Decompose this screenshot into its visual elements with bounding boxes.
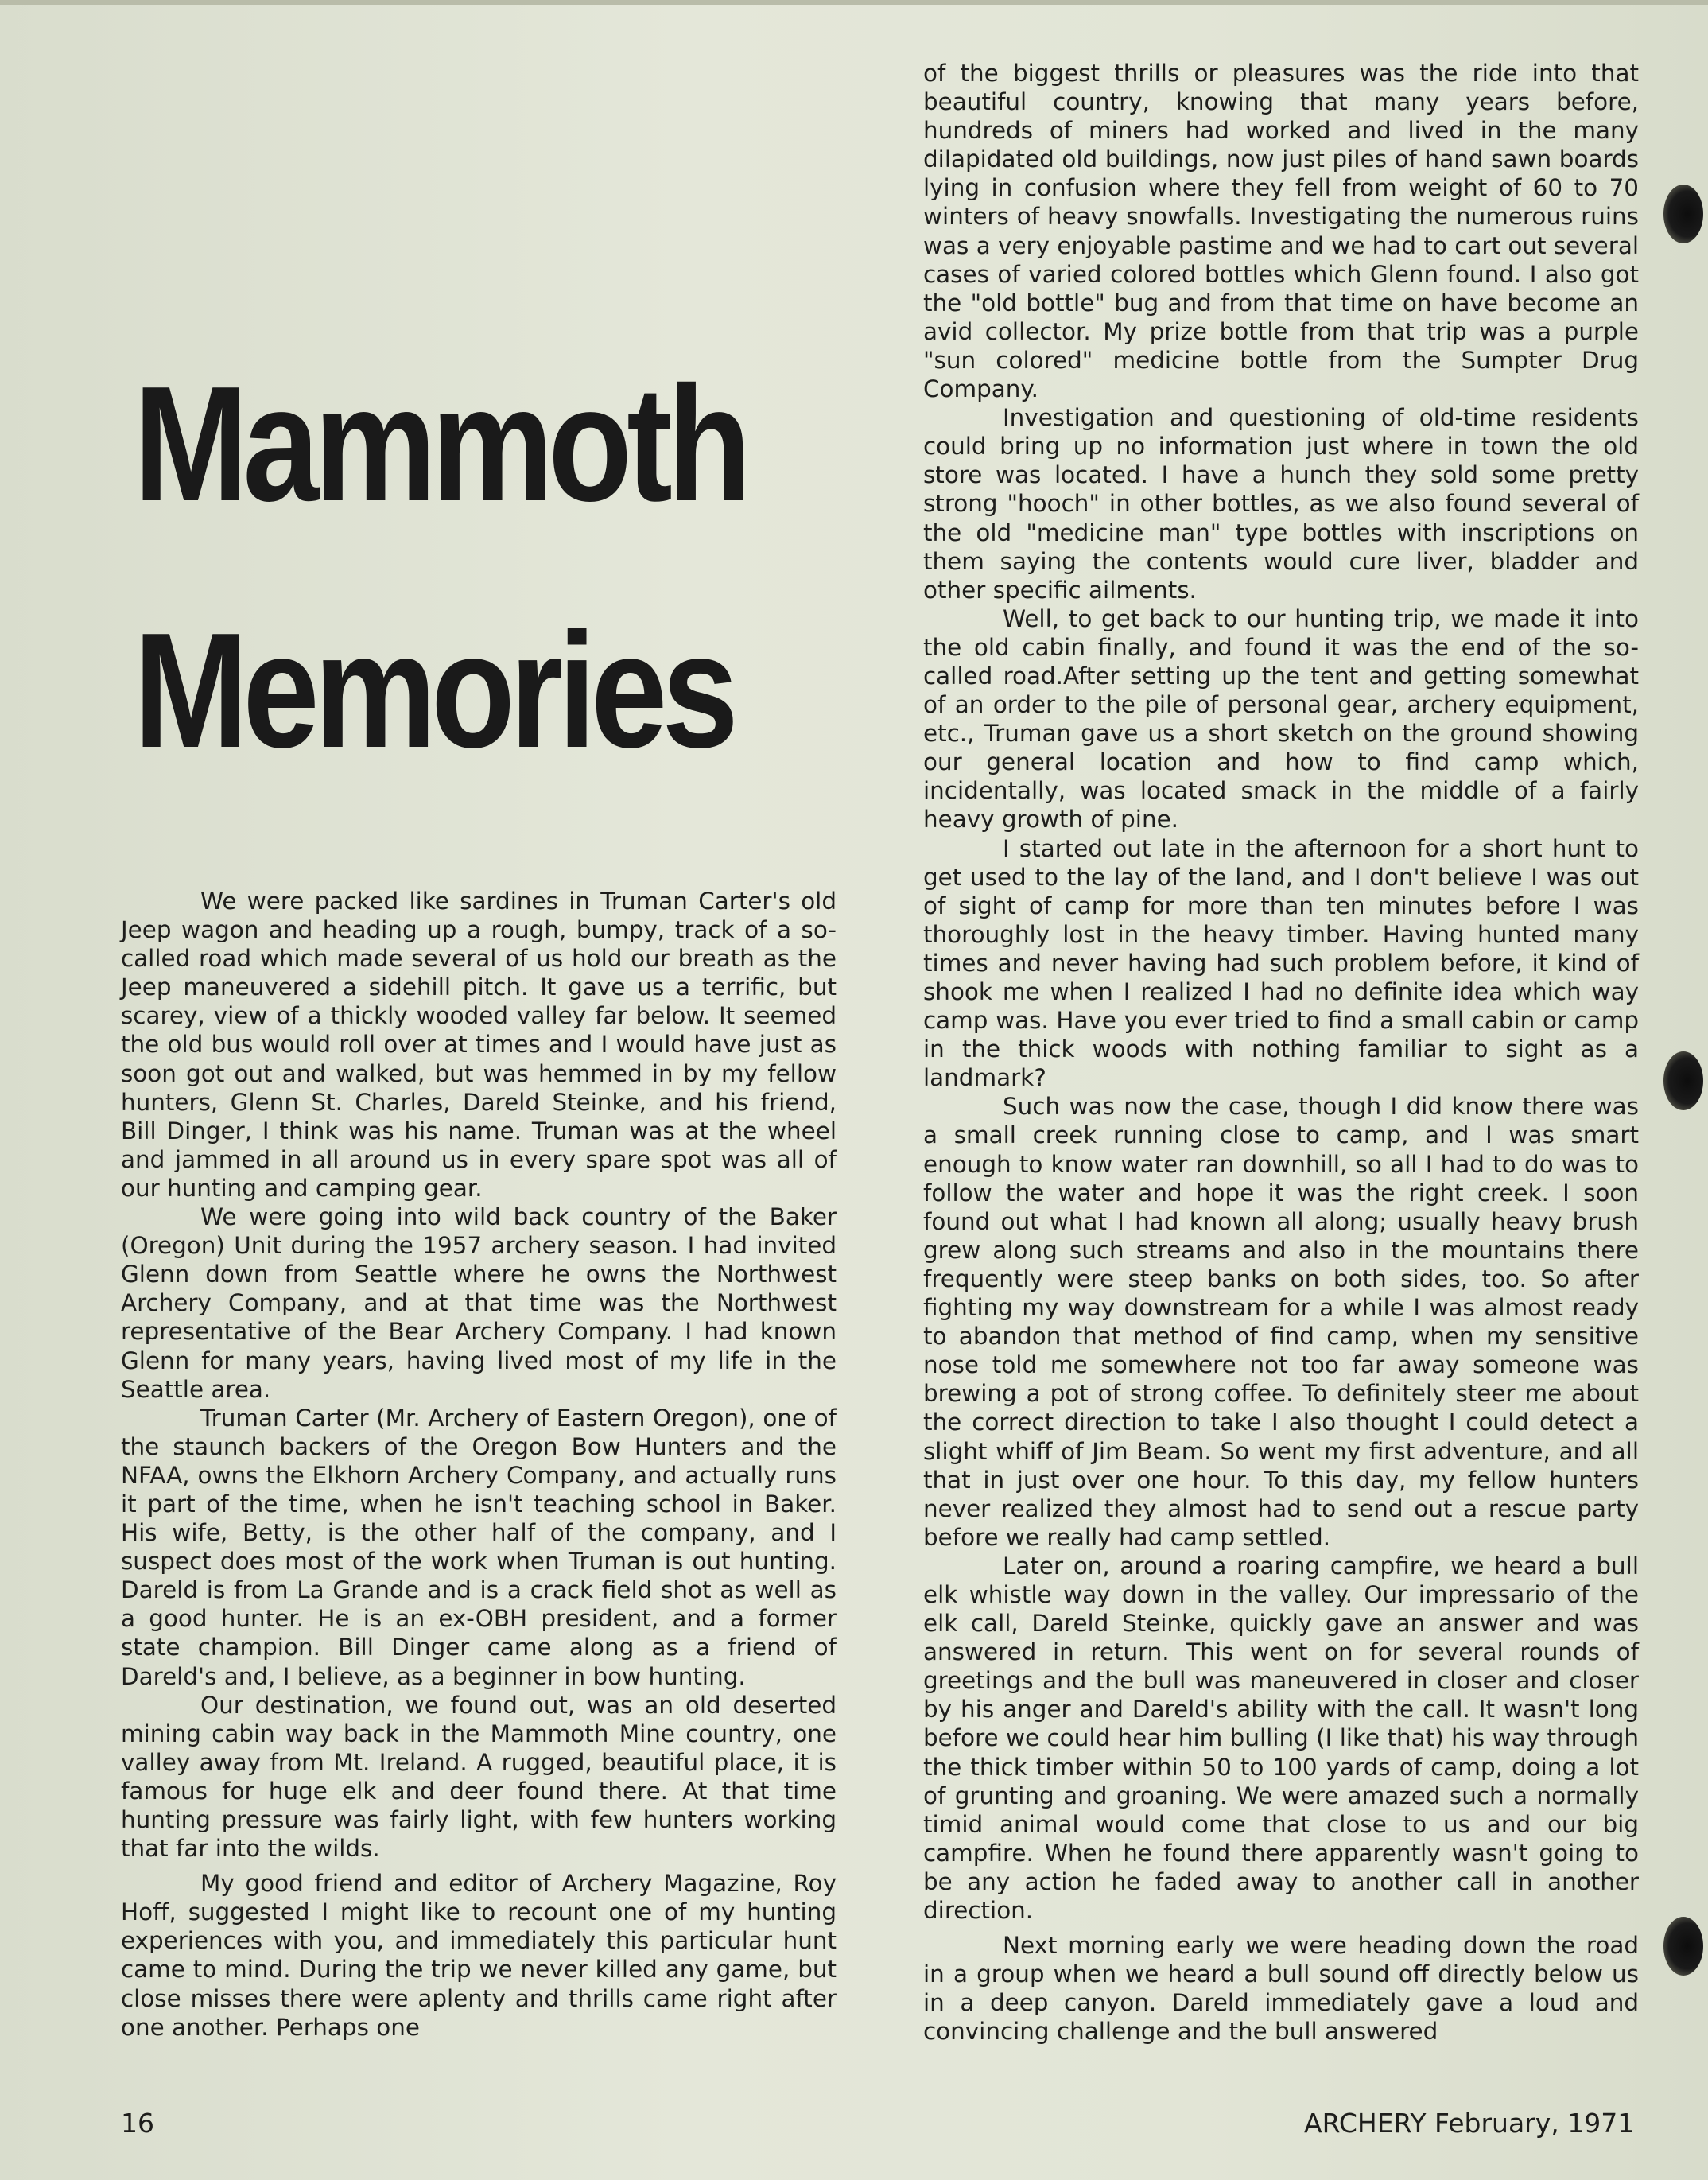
paragraph: We were packed like sardines in Truman Carter's old Jeep wagon and heading up a rough, bumpy, track of a so-called road which made several of us hold our breath as the Jeep maneuvered a sidehill pitch. It gave us a terrific, but scarey, view of a thickly wooded valley far below. It seemed the old bus would roll over at times and I would have just as soon got out and walked, but was hemmed in by my fellow hunters, Glenn St. Charles, Dareld Steinke, and his friend, Bill Dinger, I think was his name. Truman was at the wheel and jammed in all around us in every spare spot was all of our hunting and camping gear. [121,888,837,1202]
right-text-column [923,59,1639,2046]
paragraph: Later on, around a roaring campfire, we heard a bull elk whistle way down in the valley. Our impressario of the elk call, Dareld Steinke, quickly gave an answer and was answered in return. This went on for several rounds of greetings and the bull was maneuvered in closer and closer by his anger and Dareld's ability with the call. It wasn't long before we could hear him bulling (I like that) his way through the thick timber within 50 to 100 yards of camp, doing a lot of grunting and groaning. We were amazed such a normally timid animal would come that close to us and our big campfire. When he found there apparently wasn't going to be any action he faded away to another call in another direction. [923,1552,1639,1924]
binder-hole-icon [1663,185,1703,243]
left-text-column [121,887,837,2042]
paragraph: Truman Carter (Mr. Archery of Eastern Oregon), one of the staunch backers of the Oregon Bow Hunters and the NFAA, owns the Elkhorn Archery Company, and actually runs it part of the time, when he isn't teaching school in Baker. His wife, Betty, is the other half of the company, and I suspect does most of the work when Truman is out hunting. Dareld is from La Grande and is a crack field shot as well as a good hunter. He is an ex-OBH president, and a former state champion. Bill Dinger came along as a friend of Dareld's and, I believe, as a beginner in bow hunting. [121,1404,837,1690]
paragraph: of the biggest thrills or pleasures was the ride into that beautiful country, knowing that many years before, hundreds of miners had worked and lived in the many dilapidated old buildings, now just piles of hand sawn boards lying in confusion where they fell from weight of 60 to 70 winters of heavy snowfalls. Investigating the numerous ruins was a very enjoyable pastime and we had to cart out several cases of varied colored bottles which Glenn found. I also got the "old bottle" bug and from that time on have become an avid collector. My prize bottle from that trip was a purple "sun colored" medicine bottle from the Sumpter Drug Company. [923,60,1639,403]
paragraph: Investigation and questioning of old-time residents could bring up no information just where in town the old store was located. I have a hunch they sold some pretty strong "hooch" in other bottles, as we also found several of the old "medicine man" type bottles with inscriptions on them saying the contents would cure liver, bladder and other specific ailments. [923,404,1639,604]
magazine-footer: ARCHERY February, 1971 [1304,2108,1635,2139]
paragraph: We were going into wild back country of the Baker (Oregon) Unit during the 1957 archery season. I had invited Glenn down from Seattle where he owns the Northwest Archery Company, and at that time was the Northwest representative of the Bear Archery Company. I had known Glenn for many years, having lived most of my life in the Seattle area. [121,1203,837,1403]
article-title-line-2: Memories [134,599,734,782]
binder-hole-icon [1663,1051,1703,1110]
paragraph: I started out late in the afternoon for a short hunt to get used to the lay of the land, and I don't believe I was out of sight of camp for more than ten minutes before I was thoroughly lost in the heavy timber. Having hunted many times and never having had such problem before, it kind of shook me when I realized I had no definite idea which way camp was. Have you ever tried to find a small cabin or camp in the thick woods with nothing familiar to sight as a landmark? [923,834,1639,1092]
binder-hole-icon [1663,1917,1703,1976]
paragraph: Well, to get back to our hunting trip, we made it into the old cabin finally, and found it was the end of the so-called road.After setting up the tent and getting somewhat of an order to the pile of personal gear, archery equipment, etc., Truman gave us a short sketch on the ground showing our general location and how to find camp which, incidentally, was located smack in the middle of a fairly heavy growth of pine. [923,604,1639,834]
article-title-line-1: Mammoth [134,352,747,535]
paragraph: Such was now the case, though I did know there was a small creek running close to camp, and I was smart enough to know water ran downhill, so all I had to do was to follow the water and hope it was the right creek. I soon found out what I had known all along; usually heavy brush grew along such streams and also in the mountains there frequently were steep banks on both sides, too. So after fighting my way downstream for a while I was almost ready to abandon that method of find camp, when my sensitive nose told me somewhere not too far away someone was brewing a pot of strong coffee. To definitely steer me about the correct direction to take I also thought I could detect a slight whiff of Jim Beam. So went my first adventure, and all that in just over one hour. To this day, my fellow hunters never realized they almost had to send out a rescue party before we really had camp settled. [923,1093,1639,1551]
paragraph: Next morning early we were heading down the road in a group when we heard a bull sound off directly below us in a deep canyon. Dareld immediately gave a loud and convincing challenge and the bull answered [923,1932,1639,2046]
paragraph: My good friend and editor of Archery Magazine, Roy Hoff, suggested I might like to recount one of my hunting experiences with you, and immediately this particular hunt came to mind. During the trip we never killed any game, but close misses there were aplenty and thrills came right after one another. Perhaps one [121,1870,837,2041]
page-number: 16 [121,2108,154,2139]
paragraph: Our destination, we found out, was an old deserted mining cabin way back in the Mammoth Mine country, one valley away from Mt. Ireland. A rugged, beautiful place, it is famous for huge elk and deer found there. At that time hunting pressure was fairly light, with few hunters working that far into the wilds. [121,1691,837,1863]
page-top-edge [0,0,1708,5]
